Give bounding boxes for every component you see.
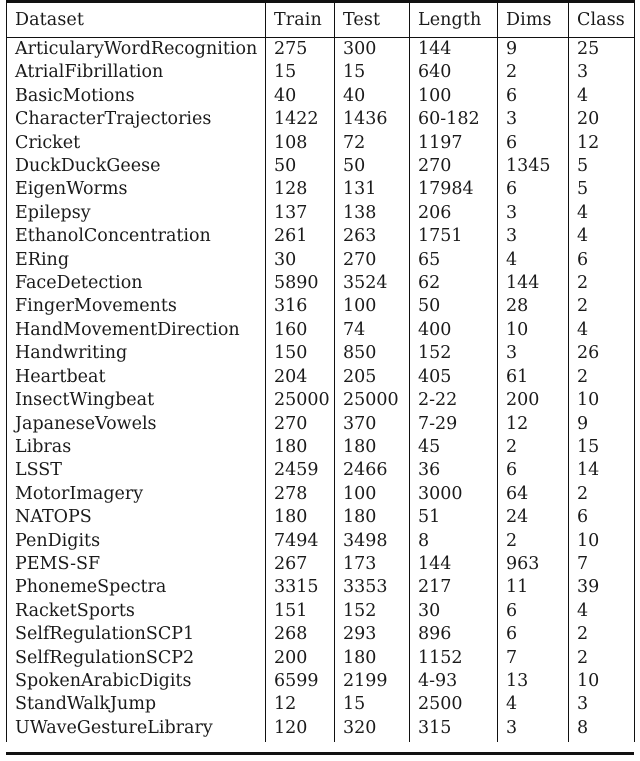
table-row (7, 319, 635, 342)
cell-dims: 6 (498, 85, 569, 108)
cell-class: 4 (569, 85, 635, 108)
cell-class: 14 (569, 459, 635, 482)
cell-length: 3000 (410, 483, 498, 506)
cell-class: 4 (569, 225, 635, 248)
cell-class: 3 (569, 61, 635, 84)
cell-test: 263 (335, 225, 410, 248)
table-row (7, 506, 635, 529)
table-row (7, 132, 635, 155)
cell-test: 270 (335, 249, 410, 272)
cell-length: 45 (410, 436, 498, 459)
dataset-summary-table (6, 0, 635, 742)
cell-class: 5 (569, 155, 635, 178)
cell-class: 2 (569, 295, 635, 318)
cell-dataset: MotorImagery (7, 483, 266, 506)
table-row (7, 155, 635, 178)
cell-train: 30 (266, 249, 335, 272)
cell-class: 2 (569, 272, 635, 295)
cell-dataset: Libras (7, 436, 266, 459)
cell-class: 10 (569, 389, 635, 412)
cell-length: 17984 (410, 178, 498, 201)
cell-test: 180 (335, 647, 410, 670)
cell-test: 15 (335, 61, 410, 84)
cell-dims: 2 (498, 61, 569, 84)
cell-length: 4-93 (410, 670, 498, 693)
cell-class: 39 (569, 576, 635, 599)
cell-train: 12 (266, 693, 335, 716)
cell-class: 10 (569, 530, 635, 553)
cell-length: 640 (410, 61, 498, 84)
cell-class: 15 (569, 436, 635, 459)
table-row (7, 225, 635, 248)
cell-train: 3315 (266, 576, 335, 599)
cell-train: 50 (266, 155, 335, 178)
column-header-length: Length (410, 2, 498, 38)
column-header-class: Class (569, 2, 635, 38)
cell-dataset: PEMS-SF (7, 553, 266, 576)
cell-train: 1422 (266, 108, 335, 131)
cell-train: 268 (266, 623, 335, 646)
cell-class: 2 (569, 647, 635, 670)
table-row (7, 108, 635, 131)
cell-dataset: FaceDetection (7, 272, 266, 295)
cell-dims: 64 (498, 483, 569, 506)
cell-length: 1197 (410, 132, 498, 155)
cell-test: 173 (335, 553, 410, 576)
table-body (7, 38, 635, 743)
cell-dims: 3 (498, 717, 569, 742)
table-row (7, 693, 635, 716)
cell-dataset: Heartbeat (7, 366, 266, 389)
cell-test: 74 (335, 319, 410, 342)
cell-train: 275 (266, 38, 335, 62)
cell-dataset: AtrialFibrillation (7, 61, 266, 84)
cell-dataset: SelfRegulationSCP1 (7, 623, 266, 646)
column-header-dataset: Dataset (7, 2, 266, 38)
table-row (7, 436, 635, 459)
cell-dims: 10 (498, 319, 569, 342)
cell-dims: 6 (498, 623, 569, 646)
cell-train: 15 (266, 61, 335, 84)
table-row (7, 389, 635, 412)
cell-class: 2 (569, 366, 635, 389)
cell-class: 5 (569, 178, 635, 201)
cell-dataset: NATOPS (7, 506, 266, 529)
table-row (7, 61, 635, 84)
cell-class: 4 (569, 319, 635, 342)
cell-test: 180 (335, 506, 410, 529)
cell-class: 6 (569, 249, 635, 272)
cell-length: 144 (410, 553, 498, 576)
cell-length: 30 (410, 600, 498, 623)
cell-dims: 4 (498, 249, 569, 272)
column-header-dims: Dims (498, 2, 569, 38)
cell-train: 120 (266, 717, 335, 742)
table-row (7, 272, 635, 295)
table-row (7, 647, 635, 670)
cell-length: 315 (410, 717, 498, 742)
cell-dataset: Epilepsy (7, 202, 266, 225)
cell-dataset: DuckDuckGeese (7, 155, 266, 178)
cell-test: 72 (335, 132, 410, 155)
cell-test: 15 (335, 693, 410, 716)
cell-length: 1152 (410, 647, 498, 670)
cell-dims: 11 (498, 576, 569, 599)
cell-dims: 61 (498, 366, 569, 389)
cell-dataset: LSST (7, 459, 266, 482)
cell-class: 9 (569, 413, 635, 436)
table-row (7, 670, 635, 693)
cell-dims: 9 (498, 38, 569, 62)
cell-dims: 963 (498, 553, 569, 576)
table-row (7, 623, 635, 646)
cell-length: 7-29 (410, 413, 498, 436)
cell-test: 320 (335, 717, 410, 742)
cell-train: 267 (266, 553, 335, 576)
cell-train: 137 (266, 202, 335, 225)
cell-test: 180 (335, 436, 410, 459)
cell-dims: 3 (498, 202, 569, 225)
cell-length: 2500 (410, 693, 498, 716)
table-bottom-rule (6, 752, 634, 755)
table-row (7, 530, 635, 553)
cell-train: 200 (266, 647, 335, 670)
cell-test: 25000 (335, 389, 410, 412)
table-row (7, 717, 635, 742)
cell-dims: 2 (498, 436, 569, 459)
cell-dims: 12 (498, 413, 569, 436)
cell-dims: 144 (498, 272, 569, 295)
cell-train: 180 (266, 506, 335, 529)
cell-dataset: EigenWorms (7, 178, 266, 201)
cell-dataset: JapaneseVowels (7, 413, 266, 436)
cell-class: 8 (569, 717, 635, 742)
cell-dims: 3 (498, 342, 569, 365)
cell-dims: 24 (498, 506, 569, 529)
cell-dims: 13 (498, 670, 569, 693)
cell-class: 2 (569, 623, 635, 646)
cell-test: 850 (335, 342, 410, 365)
cell-length: 2-22 (410, 389, 498, 412)
table-header (7, 2, 635, 38)
cell-train: 278 (266, 483, 335, 506)
cell-dataset: StandWalkJump (7, 693, 266, 716)
cell-dataset: BasicMotions (7, 85, 266, 108)
table-row (7, 366, 635, 389)
table-row (7, 600, 635, 623)
cell-dataset: RacketSports (7, 600, 266, 623)
cell-length: 206 (410, 202, 498, 225)
cell-test: 131 (335, 178, 410, 201)
cell-dims: 6 (498, 178, 569, 201)
cell-length: 65 (410, 249, 498, 272)
cell-dims: 3 (498, 225, 569, 248)
cell-length: 60-182 (410, 108, 498, 131)
table-row (7, 483, 635, 506)
cell-test: 3524 (335, 272, 410, 295)
cell-dims: 200 (498, 389, 569, 412)
cell-dataset: CharacterTrajectories (7, 108, 266, 131)
cell-dims: 2 (498, 530, 569, 553)
cell-dataset: InsectWingbeat (7, 389, 266, 412)
cell-train: 128 (266, 178, 335, 201)
cell-test: 293 (335, 623, 410, 646)
cell-train: 40 (266, 85, 335, 108)
cell-dims: 28 (498, 295, 569, 318)
cell-length: 152 (410, 342, 498, 365)
cell-length: 50 (410, 295, 498, 318)
cell-test: 100 (335, 295, 410, 318)
table-row (7, 413, 635, 436)
cell-dataset: EthanolConcentration (7, 225, 266, 248)
table-row (7, 576, 635, 599)
cell-class: 2 (569, 483, 635, 506)
cell-dims: 1345 (498, 155, 569, 178)
cell-test: 205 (335, 366, 410, 389)
cell-test: 138 (335, 202, 410, 225)
cell-class: 20 (569, 108, 635, 131)
cell-train: 108 (266, 132, 335, 155)
table-row (7, 178, 635, 201)
cell-length: 62 (410, 272, 498, 295)
cell-dataset: SpokenArabicDigits (7, 670, 266, 693)
cell-length: 217 (410, 576, 498, 599)
cell-dataset: Handwriting (7, 342, 266, 365)
cell-class: 26 (569, 342, 635, 365)
cell-dataset: HandMovementDirection (7, 319, 266, 342)
cell-train: 151 (266, 600, 335, 623)
cell-class: 6 (569, 506, 635, 529)
cell-train: 5890 (266, 272, 335, 295)
cell-class: 4 (569, 202, 635, 225)
table-row (7, 459, 635, 482)
table-row (7, 249, 635, 272)
table-header-row (7, 2, 635, 38)
cell-train: 7494 (266, 530, 335, 553)
table-row (7, 553, 635, 576)
cell-dataset: ERing (7, 249, 266, 272)
cell-class: 10 (569, 670, 635, 693)
cell-dataset: UWaveGestureLibrary (7, 717, 266, 742)
cell-test: 2466 (335, 459, 410, 482)
cell-dims: 6 (498, 600, 569, 623)
table-row (7, 38, 635, 62)
cell-length: 270 (410, 155, 498, 178)
table-row (7, 342, 635, 365)
cell-length: 8 (410, 530, 498, 553)
cell-dims: 3 (498, 108, 569, 131)
cell-dataset: SelfRegulationSCP2 (7, 647, 266, 670)
cell-dataset: FingerMovements (7, 295, 266, 318)
cell-train: 270 (266, 413, 335, 436)
cell-class: 4 (569, 600, 635, 623)
cell-test: 2199 (335, 670, 410, 693)
cell-test: 50 (335, 155, 410, 178)
cell-class: 12 (569, 132, 635, 155)
cell-test: 300 (335, 38, 410, 62)
cell-length: 144 (410, 38, 498, 62)
cell-train: 150 (266, 342, 335, 365)
cell-train: 180 (266, 436, 335, 459)
cell-test: 3498 (335, 530, 410, 553)
cell-length: 51 (410, 506, 498, 529)
table-row (7, 85, 635, 108)
table-row (7, 202, 635, 225)
cell-dataset: PenDigits (7, 530, 266, 553)
cell-test: 40 (335, 85, 410, 108)
cell-test: 370 (335, 413, 410, 436)
cell-test: 100 (335, 483, 410, 506)
cell-length: 100 (410, 85, 498, 108)
cell-class: 3 (569, 693, 635, 716)
cell-class: 25 (569, 38, 635, 62)
cell-length: 896 (410, 623, 498, 646)
column-header-test: Test (335, 2, 410, 38)
cell-length: 405 (410, 366, 498, 389)
cell-test: 1436 (335, 108, 410, 131)
cell-train: 316 (266, 295, 335, 318)
cell-dataset: ArticularyWordRecognition (7, 38, 266, 62)
cell-length: 400 (410, 319, 498, 342)
column-header-train: Train (266, 2, 335, 38)
cell-dims: 7 (498, 647, 569, 670)
cell-train: 6599 (266, 670, 335, 693)
table-row (7, 295, 635, 318)
cell-train: 204 (266, 366, 335, 389)
cell-length: 1751 (410, 225, 498, 248)
cell-dataset: PhonemeSpectra (7, 576, 266, 599)
cell-test: 3353 (335, 576, 410, 599)
cell-length: 36 (410, 459, 498, 482)
cell-dims: 4 (498, 693, 569, 716)
cell-class: 7 (569, 553, 635, 576)
cell-dims: 6 (498, 132, 569, 155)
cell-train: 160 (266, 319, 335, 342)
cell-train: 261 (266, 225, 335, 248)
cell-dims: 6 (498, 459, 569, 482)
cell-train: 2459 (266, 459, 335, 482)
cell-train: 25000 (266, 389, 335, 412)
cell-dataset: Cricket (7, 132, 266, 155)
cell-test: 152 (335, 600, 410, 623)
